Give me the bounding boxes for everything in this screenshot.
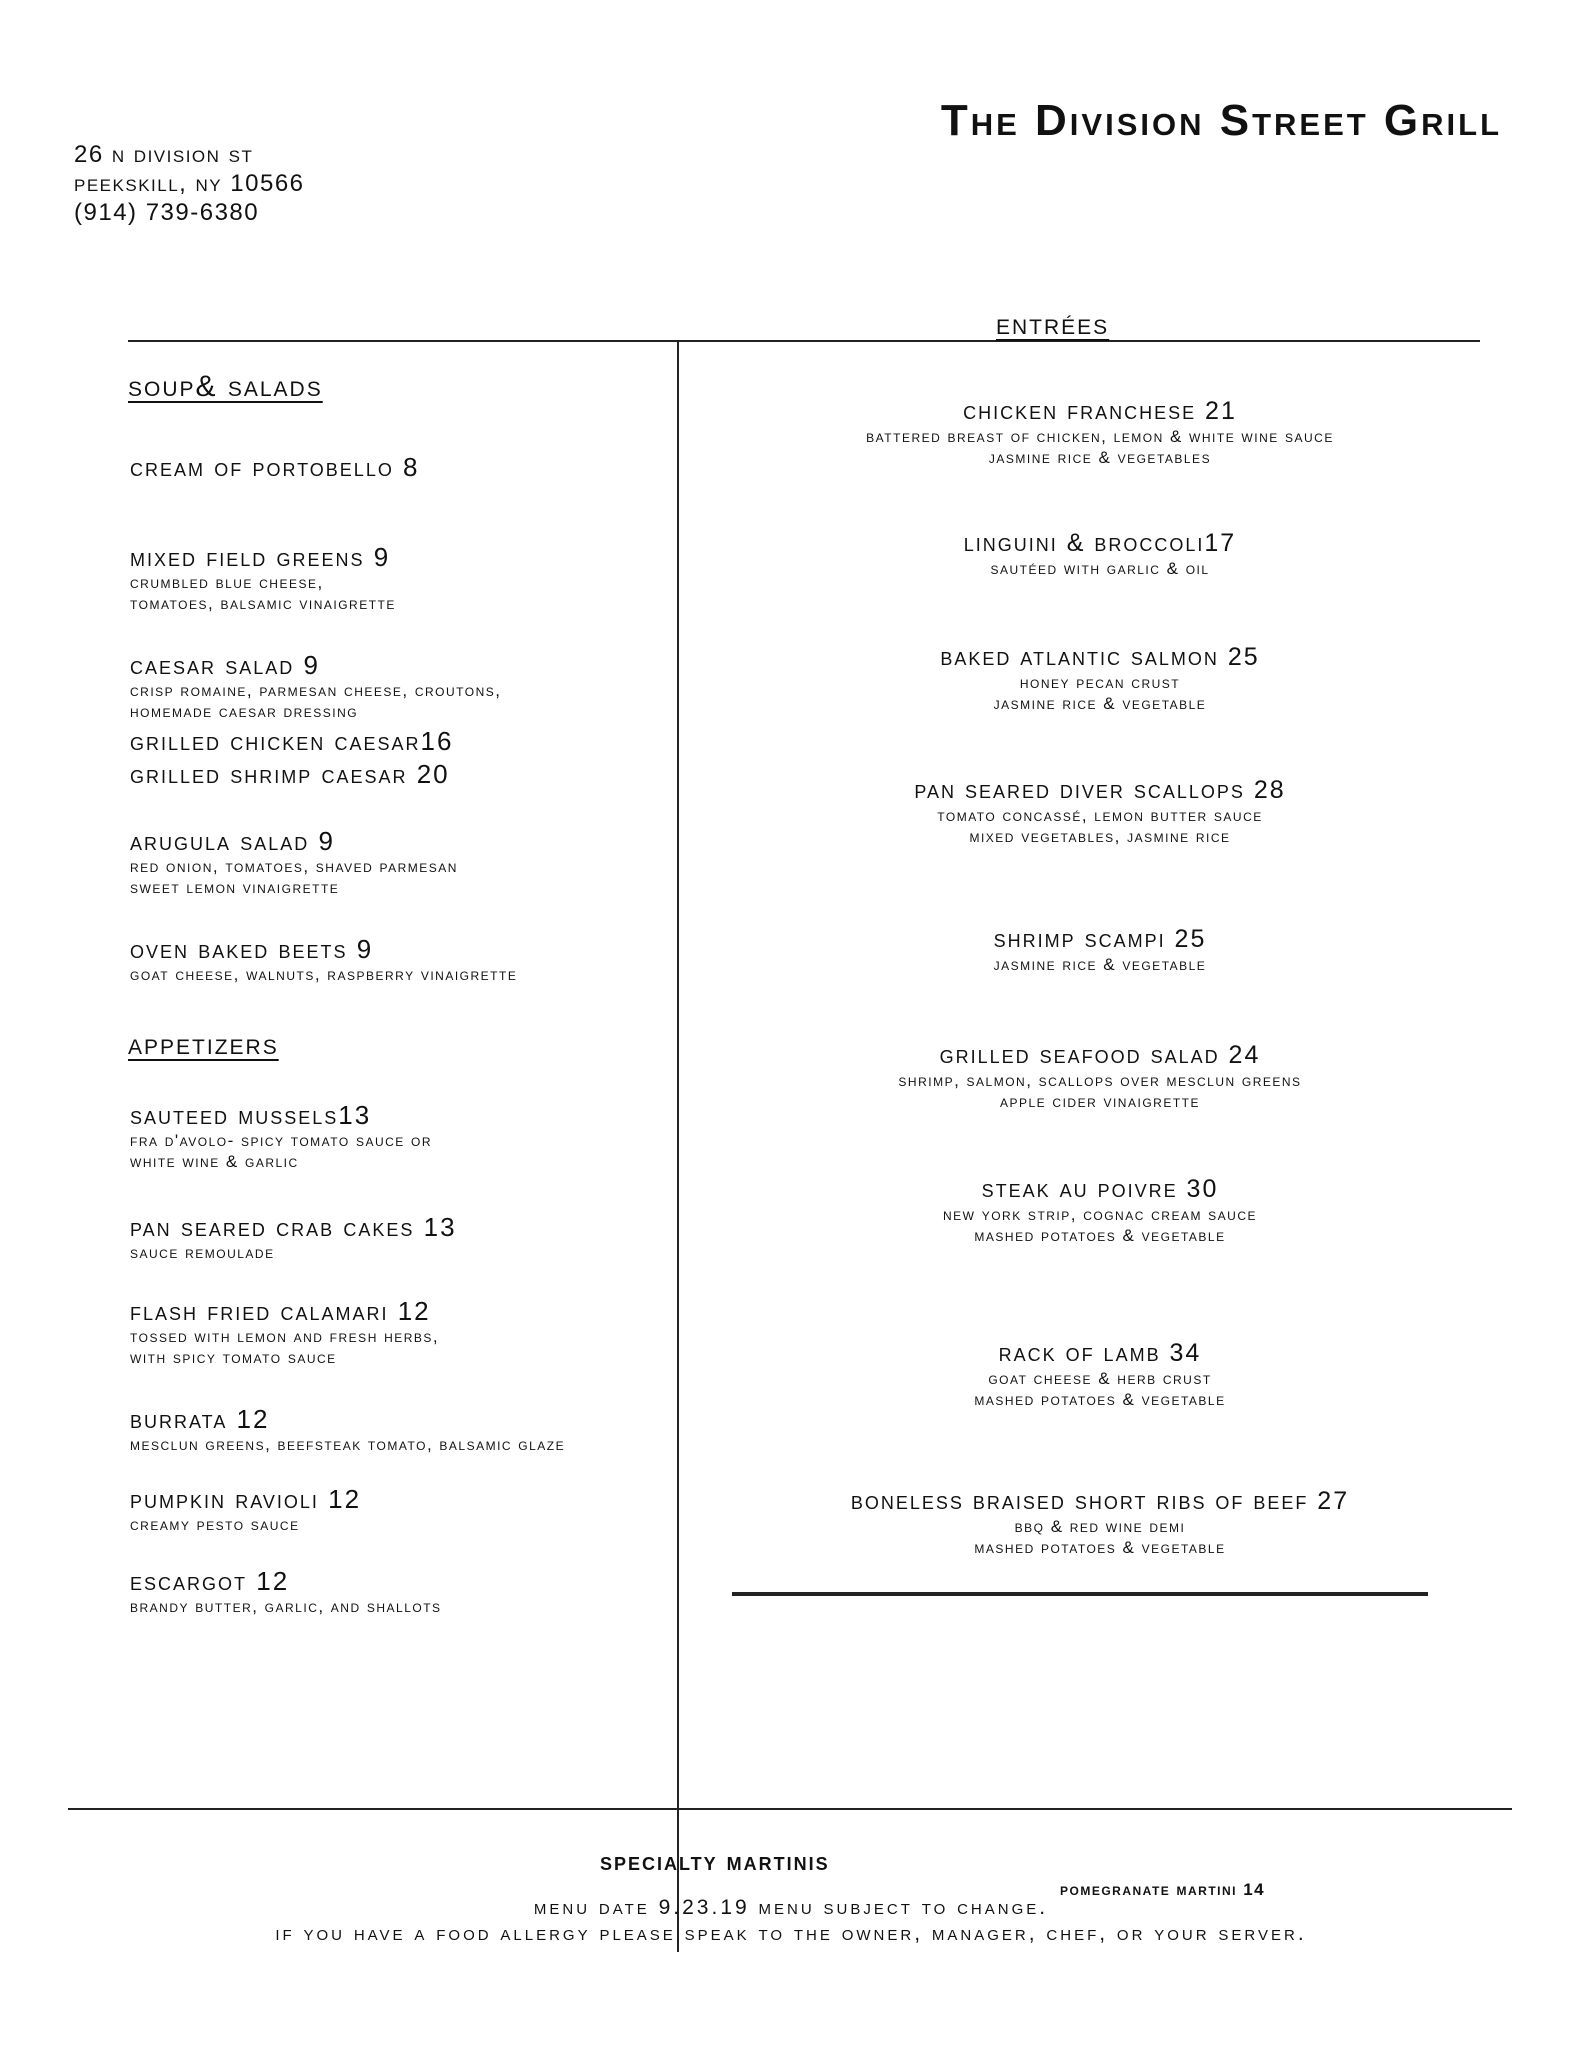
restaurant-address <box>74 140 305 227</box>
menu-item <box>130 1100 730 1172</box>
bottom-divider <box>68 1808 1512 1810</box>
menu-item <box>690 1338 1510 1410</box>
menu-item-name: steak au poivre 30 <box>981 1175 1219 1203</box>
menu-item-name: grilled shrimp caesar 20 <box>130 759 450 789</box>
menu-item-desc: fra d'avolo- spicy tomato sauce or <box>130 1131 433 1150</box>
menu-item-desc: jasmine rice & vegetables <box>988 448 1212 467</box>
menu-item <box>130 1296 730 1368</box>
menu-item-name: arugula salad 9 <box>130 826 335 856</box>
menu-item <box>130 452 730 482</box>
menu-item <box>130 650 730 722</box>
menu-item-name: oven baked beets 9 <box>130 934 374 964</box>
menu-item <box>130 759 730 789</box>
menu-item-desc: goat cheese, walnuts, raspberry vinaigrette <box>130 965 518 984</box>
menu-item <box>130 934 730 985</box>
address-phone: (914) 739-6380 <box>74 199 260 226</box>
menu-item-desc: sauce remoulade <box>130 1243 275 1262</box>
address-city: peekskill, ny 10566 <box>74 170 305 197</box>
menu-item-desc: crumbled blue cheese, <box>130 573 324 592</box>
specialty-martinis-heading: specialty martinis <box>600 1848 830 1876</box>
menu-item-name: boneless braised short ribs of beef 27 <box>850 1487 1350 1515</box>
menu-item-desc: red onion, tomatoes, shaved parmesan <box>130 857 458 876</box>
menu-item-name: baked atlantic salmon 25 <box>940 643 1260 671</box>
menu-item <box>690 1486 1510 1558</box>
restaurant-title: The Division Street Grill <box>940 96 1502 145</box>
menu-item-desc: shrimp, salmon, scallops over mesclun greens <box>898 1071 1302 1090</box>
menu-item-name: shrimp scampi 25 <box>993 925 1207 953</box>
menu-item <box>130 1484 730 1535</box>
menu-item-desc: tomato concassé, lemon butter sauce <box>937 806 1263 825</box>
menu-item-name: caesar salad 9 <box>130 650 320 680</box>
menu-item <box>130 542 730 614</box>
address-street: 26 n division st <box>74 141 254 168</box>
menu-item-desc: mashed potatoes & vegetable <box>974 1226 1226 1245</box>
menu-item <box>130 826 730 898</box>
menu-item <box>130 1212 730 1263</box>
menu-item-name: chicken franchese 21 <box>963 397 1237 425</box>
menu-item-name: pan seared diver scallops 28 <box>914 776 1286 804</box>
menu-item-desc: tossed with lemon and fresh herbs, <box>130 1327 440 1346</box>
menu-item-name: rack of lamb 34 <box>998 1339 1202 1367</box>
menu-item-name: sauteed mussels13 <box>130 1100 372 1130</box>
menu-item-desc: mixed vegetables, jasmine rice <box>969 827 1231 846</box>
menu-item-desc: honey pecan crust <box>1019 673 1181 692</box>
menu-item-desc: apple cider vinaigrette <box>1000 1092 1200 1111</box>
soup-salads-heading: soup& salads <box>128 370 323 403</box>
menu-item-name: flash fried calamari 12 <box>130 1296 431 1326</box>
menu-item-name: linguini & broccoli17 <box>963 529 1237 557</box>
menu-item-desc: bbq & red wine demi <box>1014 1517 1186 1536</box>
menu-item-name: pan seared crab cakes 13 <box>130 1212 457 1242</box>
menu-date-note: menu date 9.23.19 menu subject to change. <box>533 1896 1049 1919</box>
menu-item <box>690 924 1510 975</box>
menu-item-desc: creamy pesto sauce <box>130 1515 300 1534</box>
menu-item-name: burrata 12 <box>130 1404 270 1434</box>
menu-item-name: grilled chicken caesar16 <box>130 726 454 756</box>
menu-item <box>130 726 730 756</box>
menu-item <box>690 396 1510 468</box>
menu-item-desc: sautéed with garlic & oil <box>990 559 1210 578</box>
menu-item-desc: mashed potatoes & vegetable <box>974 1390 1226 1409</box>
menu-item-desc: homemade caesar dressing <box>130 702 359 721</box>
menu-item-desc: sweet lemon vinaigrette <box>130 878 340 897</box>
appetizers-heading: appetizers <box>128 1028 279 1061</box>
top-divider <box>128 340 1480 342</box>
menu-item-name: grilled seafood salad 24 <box>939 1041 1261 1069</box>
allergy-note: if you have a food allergy please speak to the owner, manager, chef, or your server. <box>275 1922 1307 1945</box>
menu-item-desc: mashed potatoes & vegetable <box>974 1538 1226 1557</box>
menu-item <box>690 775 1510 847</box>
menu-item <box>690 528 1510 579</box>
menu-item-desc: jasmine rice & vegetable <box>993 955 1207 974</box>
menu-item-name: cream of portobello 8 <box>130 452 420 482</box>
entrees-end-divider <box>732 1592 1428 1596</box>
menu-item <box>130 1404 730 1455</box>
menu-item-desc: brandy butter, garlic, and shallots <box>130 1597 442 1616</box>
menu-item-name: pumpkin ravioli 12 <box>130 1484 362 1514</box>
menu-item-name: escargot 12 <box>130 1566 290 1596</box>
menu-item-desc: new york strip, cognac cream sauce <box>942 1205 1258 1224</box>
martini-item: pomegranate martini 14 <box>1060 1880 1266 1899</box>
menu-item <box>690 642 1510 714</box>
entrees-heading: entrées <box>996 308 1110 341</box>
menu-item-name: mixed field greens 9 <box>130 542 391 572</box>
menu-item-desc: battered breast of chicken, lemon & white wine sauce <box>866 427 1334 446</box>
menu-item-desc: with spicy tomato sauce <box>130 1348 337 1367</box>
menu-item-desc: white wine & garlic <box>130 1152 299 1171</box>
menu-item <box>130 1566 730 1617</box>
menu-item-desc: crisp romaine, parmesan cheese, croutons, <box>130 681 502 700</box>
menu-item <box>690 1040 1510 1112</box>
menu-item-desc: jasmine rice & vegetable <box>993 694 1207 713</box>
menu-item <box>690 1174 1510 1246</box>
menu-item-desc: tomatoes, balsamic vinaigrette <box>130 594 396 613</box>
menu-item-desc: mesclun greens, beefsteak tomato, balsamic glaze <box>130 1435 566 1454</box>
menu-item-desc: goat cheese & herb crust <box>988 1369 1212 1388</box>
